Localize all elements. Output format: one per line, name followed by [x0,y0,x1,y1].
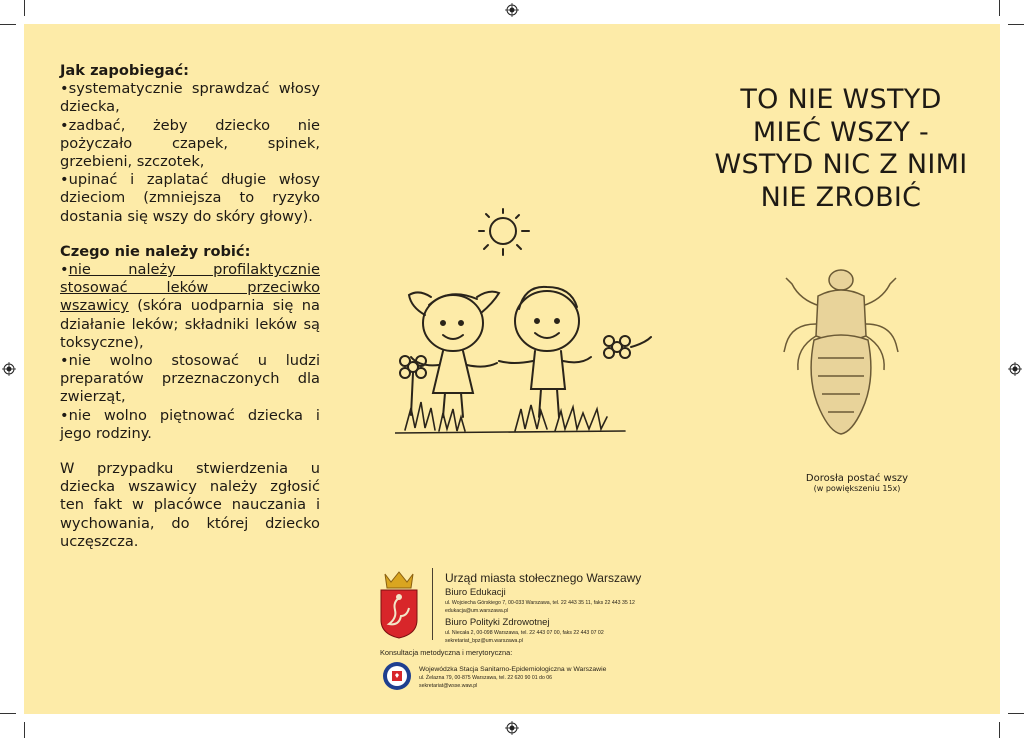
grass [395,402,625,433]
louse-caption: Dorosła postać wszy [805,473,909,484]
title-line: TO NIE WSTYD [740,84,942,115]
dept-address: ul. Wojciecha Górskiego 7, 00-033 Warszawa, tel. 22 443 35 11, faks 22 443 35 12 [445,600,635,606]
boy-figure [499,287,591,417]
wsse-address: ul. Żelazna 79, 00-875 Warszawa, tel. 22 620 90 01 do 06 [419,675,553,681]
prevent-item: •zadbać, żeby dziecko nie pożyczało czapek, spinek, grzebieni, szczotek, [60,116,320,171]
footer-divider [432,568,433,640]
trim-mark [24,722,25,738]
louse-illustration [778,266,904,440]
leaflet-title [696,84,986,214]
dept-email: sekretariat_bpz@um.warszawa.pl [445,638,523,644]
trim-mark [1008,24,1024,25]
title-line: MIEĆ WSZY - [752,116,930,148]
trim-mark [0,24,16,25]
trim-mark [999,0,1000,16]
registration-mark-icon [2,362,16,376]
registration-mark-icon [505,3,519,17]
registration-mark-icon [1008,362,1022,376]
dept-name: Biuro Edukacji [445,587,506,598]
wsse-seal-icon [382,661,412,691]
dont-item: •nie wolno piętnować dziecka i jego rodziny. [60,406,320,442]
trim-mark [999,722,1000,738]
wsse-block [419,665,606,690]
consultation-label: Konsultacja metodyczna i merytoryczna: [380,648,513,657]
wsse-email: sekretariat@wsse.waw.pl [419,683,478,689]
sun-icon [479,209,529,255]
advice-column [60,62,320,551]
registration-mark-icon [505,721,519,735]
prevent-item: •upinać i zaplatać długie włosy dzieciom (zmniejsza to ryzyko dostania się wszy do skóry głowy). [60,171,320,225]
louse-caption-sub: (w powiększeniu 15x) [813,484,901,493]
title-line: NIE ZROBIĆ [760,181,922,213]
warsaw-coat-of-arms-icon [379,570,419,640]
trim-mark [1008,713,1024,714]
trim-mark [24,0,25,16]
dept-email: edukacja@um.warszawa.pl [445,608,509,614]
dont-item-rest: (skóra uodparnia się na działanie leków; składniki leków są toksyczne), [60,297,320,351]
title-line: WSTYD NIC Z NIMI [714,149,968,180]
prevent-item: •systematycznie sprawdzać włosy dziecka, [60,80,320,116]
city-office-name: Urząd miasta stołecznego Warszawy [445,571,642,585]
wsse-name: Wojewódzka Stacja Sanitarno-Epidemiologiczna w Warszawie [419,666,607,673]
prevent-heading: Jak zapobiegać: [60,62,190,79]
girl-figure [409,292,499,417]
dept-address: ul. Niecała 2, 00-098 Warszawa, tel. 22 443 07 00, faks 22 443 07 02 [445,630,604,636]
dont-item: •nie wolno stosować u ludzi preparatów przeznaczonych dla zwierząt, [60,352,320,406]
flower-icon [604,336,651,358]
city-office-block [445,571,641,645]
children-illustration [395,205,655,440]
dont-item-underlined: nie należy profilaktycznie stosować leków przeciwko wszawicy [60,261,320,315]
dont-item: •nie należy profilaktycznie stosować leków przeciwko wszawicy (skóra uodparnia się na działanie leków; składniki leków są toksyczne), [60,261,320,351]
dont-heading: Czego nie należy robić: [60,242,251,260]
trim-mark [0,713,16,714]
report-paragraph: W przypadku stwierdzenia u dziecka wszawicy należy zgłosić ten fakt w placówce nauczania i wychowania, do której dziecko uczęszcza. [60,460,320,550]
dept-name: Biuro Polityki Zdrowotnej [445,617,550,628]
